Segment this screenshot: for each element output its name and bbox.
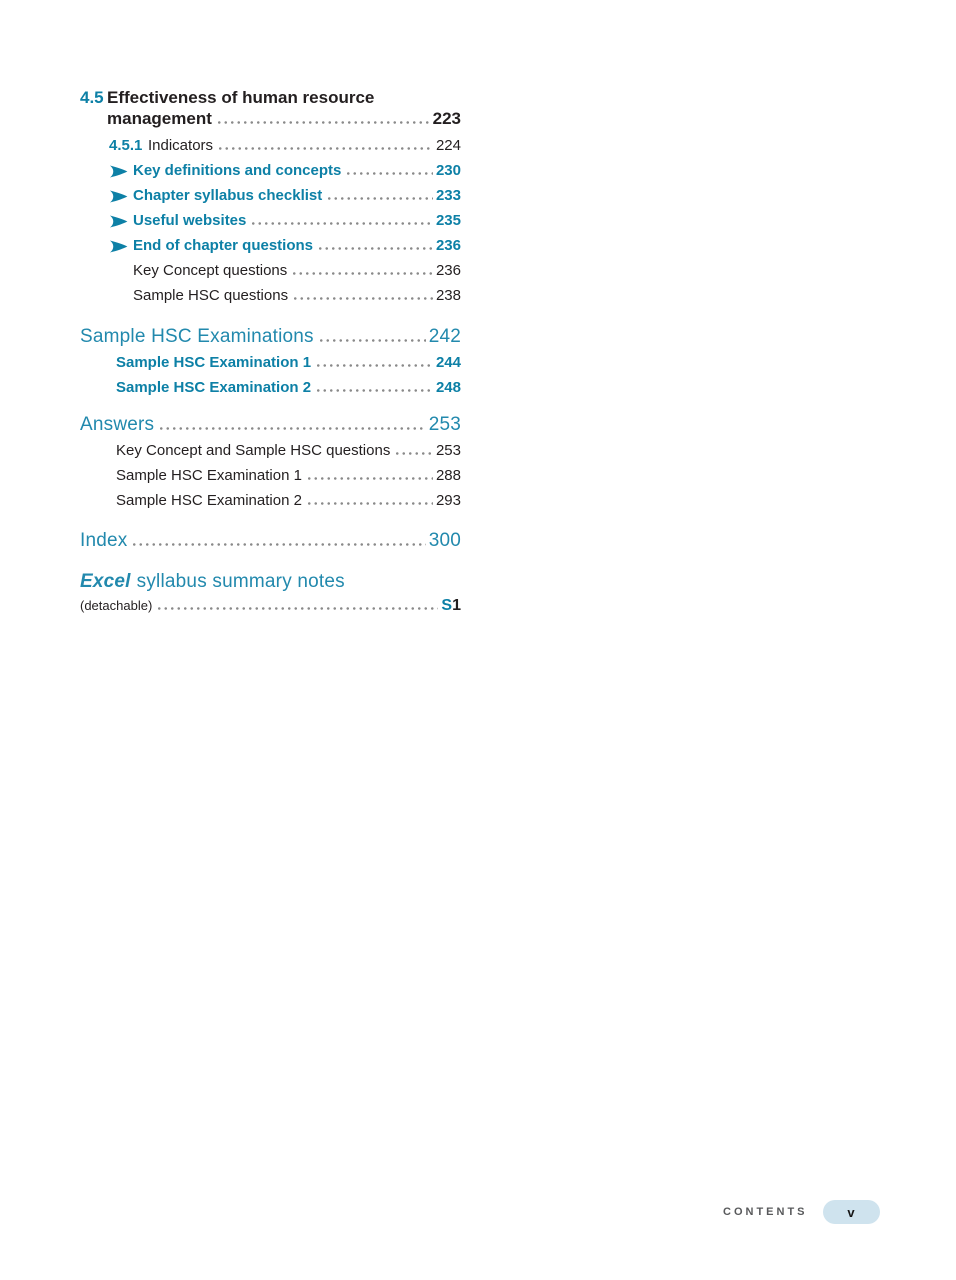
page-number: 223 bbox=[432, 109, 461, 128]
dot-leader bbox=[158, 427, 425, 430]
section-heading: Answers bbox=[80, 414, 155, 435]
page-number-suffix: 1 bbox=[452, 597, 461, 614]
toc-heading-index bbox=[80, 527, 461, 554]
excel-title-rest: syllabus summary notes bbox=[136, 571, 345, 592]
excel-brand-logo: Excel bbox=[80, 571, 131, 592]
footer-contents-label: CONTENTS bbox=[723, 1206, 808, 1218]
toc-entry-chapter-section-continued bbox=[80, 108, 461, 130]
subsection-number: 4.5.1 bbox=[109, 137, 143, 154]
section-title-line2: management bbox=[107, 109, 212, 128]
arrow-bullet-icon bbox=[109, 190, 128, 203]
dot-leader bbox=[250, 222, 433, 225]
toc-entry-feature bbox=[80, 183, 461, 208]
page-number-prefix: S bbox=[441, 597, 453, 614]
entry-label: Sample HSC Examination 1 bbox=[116, 354, 312, 371]
page-number: 253 bbox=[428, 414, 461, 435]
feature-label: Useful websites bbox=[133, 212, 247, 229]
dot-leader bbox=[156, 607, 438, 610]
section-title-line1: Effectiveness of human resource bbox=[107, 88, 375, 107]
page-number: 230 bbox=[435, 162, 461, 179]
dot-leader bbox=[306, 502, 433, 505]
subsection-label: Indicators bbox=[148, 137, 214, 154]
dot-leader bbox=[326, 197, 433, 200]
section-number: 4.5 bbox=[80, 88, 104, 107]
toc-entry-excel-notes bbox=[80, 570, 461, 617]
page-number: 242 bbox=[428, 326, 461, 347]
dot-leader bbox=[315, 389, 433, 392]
dot-leader bbox=[216, 121, 430, 124]
dot-leader bbox=[315, 364, 433, 367]
excel-notes-title bbox=[80, 570, 461, 594]
toc-entry-feature bbox=[80, 208, 461, 233]
detachable-label: (detachable) bbox=[80, 598, 153, 613]
page-number: 233 bbox=[435, 187, 461, 204]
toc-entry bbox=[80, 350, 461, 375]
entry-label: Sample HSC questions bbox=[133, 287, 289, 304]
arrow-bullet-icon bbox=[109, 240, 128, 253]
entry-label: Key Concept questions bbox=[133, 262, 288, 279]
page-number: 288 bbox=[435, 467, 461, 484]
page-number: 238 bbox=[435, 287, 461, 304]
toc-entry-chapter-section bbox=[80, 87, 461, 108]
page-number: 253 bbox=[435, 442, 461, 459]
entry-label: Sample HSC Examination 2 bbox=[116, 492, 302, 509]
arrow-bullet-icon bbox=[109, 165, 128, 178]
dot-leader bbox=[131, 543, 425, 546]
toc-entry bbox=[80, 283, 461, 308]
toc-entry-feature bbox=[80, 158, 461, 183]
toc-entry bbox=[80, 488, 461, 513]
dot-leader bbox=[317, 247, 433, 250]
page-number: 224 bbox=[435, 137, 461, 154]
dot-leader bbox=[292, 297, 433, 300]
toc-entry bbox=[80, 258, 461, 283]
folio-number: v bbox=[847, 1204, 855, 1220]
toc-entry bbox=[80, 438, 461, 463]
feature-label: Key definitions and concepts bbox=[133, 162, 342, 179]
page-number: 248 bbox=[435, 379, 461, 396]
arrow-bullet-icon bbox=[109, 215, 128, 228]
page-number: 236 bbox=[435, 237, 461, 254]
entry-label: Key Concept and Sample HSC questions bbox=[116, 442, 391, 459]
toc-heading-answers bbox=[80, 411, 461, 438]
dot-leader bbox=[394, 452, 433, 455]
dot-leader bbox=[217, 147, 433, 150]
dot-leader bbox=[291, 272, 433, 275]
page-number-pill bbox=[823, 1200, 880, 1224]
dot-leader bbox=[306, 477, 433, 480]
dot-leader bbox=[345, 172, 433, 175]
toc-entry-detachable bbox=[80, 594, 461, 617]
toc-entry-subsection bbox=[80, 133, 461, 158]
page-number: 293 bbox=[435, 492, 461, 509]
page-number: 235 bbox=[435, 212, 461, 229]
page-number: 300 bbox=[428, 530, 461, 551]
toc-entry-feature bbox=[80, 233, 461, 258]
toc-heading-sample-exams bbox=[80, 323, 461, 350]
table-of-contents bbox=[80, 87, 461, 617]
toc-entry bbox=[80, 375, 461, 400]
feature-label: End of chapter questions bbox=[133, 237, 314, 254]
section-heading: Index bbox=[80, 530, 128, 551]
page-number: 236 bbox=[435, 262, 461, 279]
feature-label: Chapter syllabus checklist bbox=[133, 187, 323, 204]
toc-entry bbox=[80, 463, 461, 488]
page-footer bbox=[723, 1200, 880, 1224]
entry-label: Sample HSC Examination 2 bbox=[116, 379, 312, 396]
section-heading: Sample HSC Examinations bbox=[80, 326, 314, 347]
page-number: 244 bbox=[435, 354, 461, 371]
dot-leader bbox=[318, 339, 426, 342]
entry-label: Sample HSC Examination 1 bbox=[116, 467, 302, 484]
